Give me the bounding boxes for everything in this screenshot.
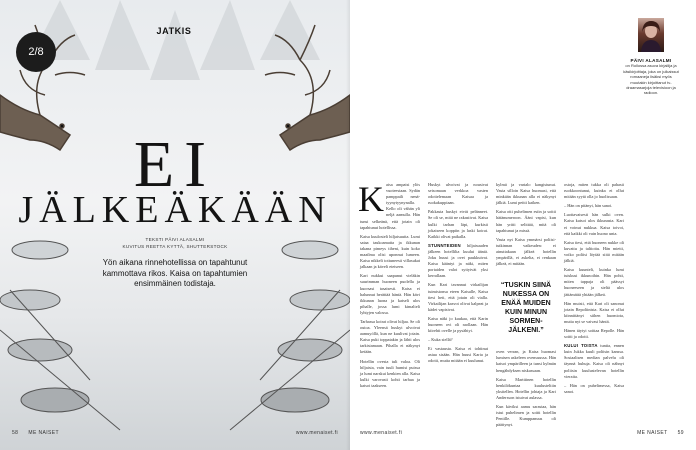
paragraph: Kaisa otti puhelimen esiin ja soitti hätänumeroon. Ääni vapisi, kun hän yritti selittää, mitä oli tapahtunut ja missä. bbox=[496, 209, 556, 233]
text-column-4 bbox=[564, 182, 624, 398]
folio-number: 59 bbox=[677, 430, 684, 436]
folio-right bbox=[637, 430, 684, 436]
paragraph: Kaisa näki jo kaukaa, että Karin huoneen ovi oli raollaan. Hän kiirehti ovelle ja pysähtyi. bbox=[428, 315, 488, 334]
text-column-1 bbox=[358, 179, 420, 392]
text-column-2 bbox=[428, 182, 488, 368]
pull-quote: “TUSKIN SIINÄ NUKESSA ON ENÄÄ MUIDEN KUIN MINUN SORMENJÄLKENI.” bbox=[500, 282, 552, 335]
page-counter: 2/8 bbox=[28, 46, 44, 58]
paragraph: – Kuka siellä? bbox=[428, 337, 453, 343]
folio-right-url bbox=[360, 430, 402, 436]
credit-photo: KUVITUS REETTA KYTTÄ, SHUTTERSTOCK bbox=[122, 244, 228, 249]
paragraph: Luottavaisesti hän sulki oven. Kaisa katsoi ulos ikkunasta. Kari ei voinut nukkua. Kaisa toivoi, että kaikki oli vain huono unta. bbox=[564, 212, 624, 236]
paragraph: Hotellin ovesta tuli valoa. Oli hiljaista, vain tuuli humisi puissa ja lumi narskui kenkien alla. Kaisa kulki varovasti kohti tarhaa ja katsoi taakseen. bbox=[360, 358, 420, 388]
paragraph-text: tuntia, ennen kuin Jukka kuuli poliisin kanssa. Sosiaalisen median palvelu oli täynnä huhuja. Kaisa oli nähnyt poliisin kuulustelevan hotellin vieraita. bbox=[564, 343, 624, 379]
paragraph bbox=[358, 179, 420, 231]
paragraph: Kaisa kuunteli, kuinka lumi tuiskusi ikkunoihin. Hän pohti, miten tappaja oli päässyt huoneeseen ja sieltä ulos jättämättä yhtään jälkeä. bbox=[564, 267, 624, 297]
paragraph: oven verran, ja Kaisa huomasi lumisen askeleen ovensuussa. Hän katsoi ympärilleen ja tunsi kylmän hengähdyksen niskassaan. bbox=[496, 349, 556, 373]
paragraph: Hän muisti, että Kari oli sanonut jotain Repoliinista. Kaisa ei ollut kiinnittänyt siihen huomiota, mutta nyt se vaivasi häntä. bbox=[564, 300, 624, 324]
paragraph: kylmä ja vartalo kangistunut. Vasta silloin Kaisa huomasi, että minkään ikkunan alla ei näkynyt jälkiä. Lumi peitti kaiken. bbox=[496, 182, 556, 206]
folio-url: www.menaiset.fi bbox=[295, 430, 338, 436]
folio-left bbox=[12, 430, 59, 436]
paragraph: – Hän on pitänyt, hän sanoi. bbox=[564, 203, 613, 209]
author-name: PÄIVI ALASALMI bbox=[630, 58, 672, 63]
folio-left-url bbox=[296, 430, 338, 436]
paragraph: Hänen täytyi soittaa Repolle. Hän soitti ja odotti. bbox=[564, 327, 624, 340]
paragraph: Pakkasta huskyt eivät pelänneet. Se oli se, mitä ne rakastivat. Kaisa kulki tarhan läpi, kurkisti jokaiseen koppiin ja laski koirat. Kaikki olivat paikalla. bbox=[428, 209, 488, 239]
paragraph: Kari nukkui saapunut vieläkin suurimman huoneen puolella ja kuorsasi tasaisesti. Kaisa ei halunnut herättää häntä. Hän kävi ikkunan luona ja katseli ulos pihalle, jossa lumi kimalteli lyhtyjen valossa. bbox=[360, 273, 420, 315]
drop-cap: K bbox=[358, 179, 384, 219]
paragraph: Ei vastausta. Kaisa ei tohtinut astua sisään. Hän huusi Karia ja odotti, mutta mitään ei kuulunut. bbox=[428, 346, 488, 364]
subheading: KULUI TOISTA bbox=[564, 343, 598, 349]
headline-line2: JÄLKEÄKÄÄN bbox=[18, 189, 332, 231]
paragraph: Kun Kari tavannut virkailijan tuimistonsa eteen Kaisalle, Kaisa tiesi heti, että jotain oli vialla. Virkailijan kasvot olivat kalpeat ja kädet vapisivat. bbox=[428, 282, 488, 312]
paragraph bbox=[428, 243, 488, 280]
right-page bbox=[350, 0, 696, 450]
paragraph bbox=[564, 343, 624, 380]
paragraph: Vasta nyt Kaisa ymmärsi poliisitutkinnan vaikeuden: ei ainuttakaan jälkeä hotellin ympärillä, ei askelta, ei renkaan jälkeä, ei mitään. bbox=[496, 236, 556, 267]
page-counter-badge bbox=[16, 32, 56, 72]
paragraph: Kaisa kuulosteli hiljaisuutta. Lumi sataa taukoamatta ja ikkunan takana pimeys tiheni, kuin koko maailma olisi uponnut lumeen. Kaisa nikkeli tottuneesti villasukat jalkaan ja käveli eteiseen. bbox=[360, 233, 420, 270]
author-box bbox=[622, 58, 680, 96]
paragraph-text: aisa ampaisi ylös vuoteestaan. Sydän pamppaili nenätyynytyynynalla. Kello oli vähän yli neljä aamulla. Hän tunsi selkeänä, että jotain oli tapahtunut hotellissa. bbox=[360, 182, 420, 230]
paragraph: Huskyt ulvoivat ja nousivat seisomaan verkkoa vasten odottelemaan Kaisaa ja ruokakuppiaan. bbox=[428, 182, 488, 206]
lead-paragraph: Yön aikana rinnehotellissa on tapahtunut kammottava rikos. Kaisa on tapahtumien ensimmäinen todistaja. bbox=[102, 258, 248, 288]
author-bio: on Rollossa asuva kirjailija ja käsikirjoittaja, joka on julkaissut romaaneja lisäksi myös muutakin kirjoittanut tv-draamasarjoja televisioon ja radioon. bbox=[623, 63, 679, 96]
paragraph: – Hän on puhelimessa, Kaisa sanoi. bbox=[564, 382, 624, 394]
folio-number: 58 bbox=[12, 430, 19, 436]
section-label: JATKIS bbox=[156, 26, 192, 36]
paragraph: Tarhassa koirat olivat hiljaa. Se oli outoa. Yleensä huskyt ulvoivat aamuyöllä, kun ne kuulivat jotain. Kaisa puki toppatakin ja lähti ulos tarkistamaan. Pihalla ei näkynyt ketään. bbox=[360, 318, 420, 355]
folio-magazine: ME NAISET bbox=[637, 430, 668, 436]
paragraph: ostoja, miten tukka oli pahasti ruokkoontunut, kuinka ei ollut mitään syytä olla jo huolissaan. bbox=[564, 182, 624, 200]
folio-magazine: ME NAISET bbox=[28, 430, 59, 436]
paragraph: Kaisa tiesi, että huoneen nukke oli kuvattu ja taltioitu. Hän mietti, voiko poliisi löytää siitä mitään jälkiä. bbox=[564, 239, 624, 264]
text-column-3 bbox=[496, 182, 556, 431]
subheading: STUNNTEIDEN bbox=[428, 242, 461, 248]
headline-line1: EI bbox=[133, 128, 217, 201]
author-photo bbox=[638, 18, 664, 52]
credits bbox=[0, 236, 350, 250]
paragraph-text: hiljaisuuden jälkeen hotellilta kuului ääniä. Joku huusi ja ovet paukkuivat. Kaisa kääntyi ja näki, miten portaiden valot syttyivät yksi kerrallaan. bbox=[428, 242, 488, 279]
credit-text: TEKSTI PÄIVI ALASALMI bbox=[145, 237, 205, 242]
folio-url: www.menaiset.fi bbox=[360, 430, 403, 436]
paragraph: Kun käviksi aamu sarastaa, hän istui puhelimen ja soitti hotellin Pentille. Kumppanuus oli päättynyt. bbox=[496, 403, 556, 428]
paragraph: Kaisa Martttinen hotellin henkilökuntaa kuulusteltiin yksitellen. Hotellin johtaja ja Kari Andersson istuivat aulassa. bbox=[496, 376, 556, 400]
